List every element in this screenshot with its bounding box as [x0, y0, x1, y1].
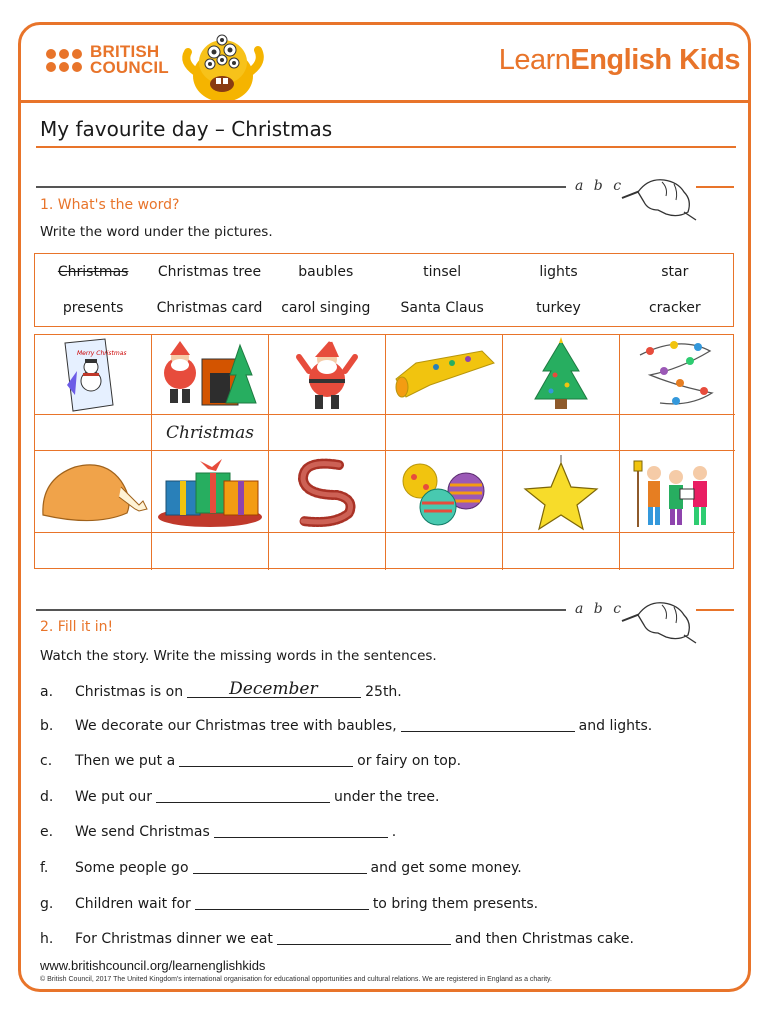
presents-icon [152, 451, 269, 533]
answer-blank[interactable] [214, 837, 388, 838]
answer-cell[interactable] [386, 415, 503, 451]
answer-cell[interactable] [620, 415, 735, 451]
answer-cell[interactable] [152, 533, 269, 570]
section2-abc: a b c [575, 601, 625, 617]
word-carol-singing: carol singing [281, 300, 371, 316]
example-answer: Christmas [165, 422, 255, 443]
picture-cell [620, 335, 735, 415]
writing-hand-icon [618, 170, 700, 222]
sentence-letter: b. [40, 718, 54, 734]
word-santa-claus: Santa Claus [400, 300, 484, 316]
sentence-letter: e. [40, 824, 54, 840]
word-tinsel: tinsel [423, 264, 462, 280]
sentence-c [40, 753, 461, 769]
sentence-before: Then we put a [75, 753, 176, 769]
section2-instruction: Watch the story. Write the missing words in the sentences. [40, 648, 437, 664]
sentence-a [40, 679, 402, 700]
answer-cell[interactable] [620, 533, 735, 570]
word-lights: lights [539, 264, 578, 280]
answer-blank[interactable] [195, 909, 369, 910]
picture-cell [620, 451, 735, 533]
answer-blank[interactable] [179, 766, 353, 767]
sentence-before: Christmas is on [75, 684, 184, 700]
word-cracker: cracker [648, 300, 701, 316]
word-baubles: baubles [298, 264, 354, 280]
section1-rule-end [696, 186, 734, 188]
sentence-g [40, 896, 538, 912]
brand-light: Learn [498, 44, 571, 76]
answer-blank[interactable] [277, 944, 451, 945]
answer-cell[interactable] [503, 533, 620, 570]
word-star: star [661, 264, 689, 280]
picture-cell [152, 451, 269, 533]
word-bank [34, 253, 734, 327]
british-council-logo [46, 44, 169, 76]
word-bank-row-1 [35, 254, 733, 290]
card-text: Merry Christmas [77, 350, 127, 357]
sentence-after: and lights. [578, 718, 653, 734]
logo-dots-icon [46, 49, 82, 72]
word-christmas-card: Christmas card [156, 300, 263, 316]
carol-singing-icon [620, 451, 735, 533]
worksheet-title: My favourite day – Christmas [40, 117, 333, 141]
sentence-before: We put our [75, 789, 152, 805]
sentence-before: We decorate our Christmas tree with baubles, [75, 718, 397, 734]
sentence-letter: g. [40, 896, 54, 912]
sentence-after: and get some money. [370, 860, 522, 876]
learnenglish-kids-logo [499, 44, 740, 77]
star-icon [503, 451, 620, 533]
answer-cell[interactable] [152, 415, 269, 451]
lights-icon [620, 335, 735, 415]
org-name-line2: COUNCIL [90, 58, 169, 77]
section2-rule [36, 609, 566, 611]
footer-copyright: © British Council, 2017 The United Kingdom's international organisation for educational opportunities and cultural relations. We are registered in England as a charity. [40, 976, 552, 983]
word-presents: presents [62, 300, 124, 316]
section1-title: 1. What's the word? [40, 197, 180, 213]
sentence-before: We send Christmas [75, 824, 210, 840]
sentence-before: Some people go [75, 860, 189, 876]
answer-blank[interactable] [187, 679, 361, 699]
answer-cell[interactable] [386, 533, 503, 570]
picture-cell [35, 451, 152, 533]
sentence-letter: f. [40, 860, 49, 876]
picture-cell [386, 335, 503, 415]
answer-cell[interactable] [35, 415, 152, 451]
baubles-icon [386, 451, 503, 533]
org-name-line1: BRITISH [90, 42, 160, 61]
sentence-d [40, 789, 439, 805]
picture-cell [269, 451, 386, 533]
sentence-after: . [391, 824, 397, 840]
christmas-card-icon [35, 335, 152, 415]
writing-hand-icon [618, 593, 700, 645]
christmas-tree-icon [503, 335, 620, 415]
sentence-after: under the tree. [333, 789, 440, 805]
santa-claus-icon [269, 335, 386, 415]
sentence-letter: h. [40, 931, 54, 947]
sentence-after: or fairy on top. [357, 753, 462, 769]
title-underline [36, 146, 736, 148]
answer-cell[interactable] [35, 533, 152, 570]
picture-cell [386, 451, 503, 533]
sentence-after: and then Christmas cake. [454, 931, 634, 947]
answer-cell[interactable] [503, 415, 620, 451]
sentence-letter: c. [40, 753, 53, 769]
footer-url[interactable]: www.britishcouncil.org/learnenglishkids [40, 958, 266, 973]
picture-grid [34, 334, 734, 569]
tinsel-icon [269, 451, 386, 533]
section1-rule [36, 186, 566, 188]
word-turkey: turkey [536, 300, 581, 316]
word-bank-row-2 [35, 290, 733, 326]
sentence-letter: a. [40, 684, 54, 700]
written-answer: December [229, 679, 318, 699]
answer-cell[interactable] [269, 533, 386, 570]
monster-mascot-icon [178, 32, 268, 104]
sentence-b [40, 718, 652, 734]
turkey-icon [35, 451, 152, 533]
picture-cell [152, 335, 269, 415]
answer-blank[interactable] [193, 873, 367, 874]
brand-bold: English Kids [570, 44, 740, 76]
picture-cell [35, 335, 152, 415]
picture-cell [269, 335, 386, 415]
word-christmas-struck: Christmas [57, 264, 129, 280]
answer-blank[interactable] [401, 731, 575, 732]
section2-rule-end [696, 609, 734, 611]
sentence-before: For Christmas dinner we eat [75, 931, 273, 947]
section1-abc: a b c [575, 178, 625, 194]
cracker-icon [386, 335, 503, 415]
word-christmas-tree: Christmas tree [157, 264, 262, 280]
sentence-e [40, 824, 396, 840]
sentence-after: to bring them presents. [372, 896, 539, 912]
picture-cell [503, 335, 620, 415]
sentence-before: Children wait for [75, 896, 191, 912]
section1-instruction: Write the word under the pictures. [40, 224, 273, 240]
answer-blank[interactable] [156, 802, 330, 803]
section2-title: 2. Fill it in! [40, 619, 114, 635]
answer-cell[interactable] [269, 415, 386, 451]
sentence-after: 25th. [365, 684, 402, 700]
picture-cell [503, 451, 620, 533]
sentence-f [40, 860, 522, 876]
sentence-letter: d. [40, 789, 54, 805]
christmas-fireplace-icon [152, 335, 269, 415]
sentence-h [40, 931, 634, 947]
header-divider [21, 100, 748, 103]
